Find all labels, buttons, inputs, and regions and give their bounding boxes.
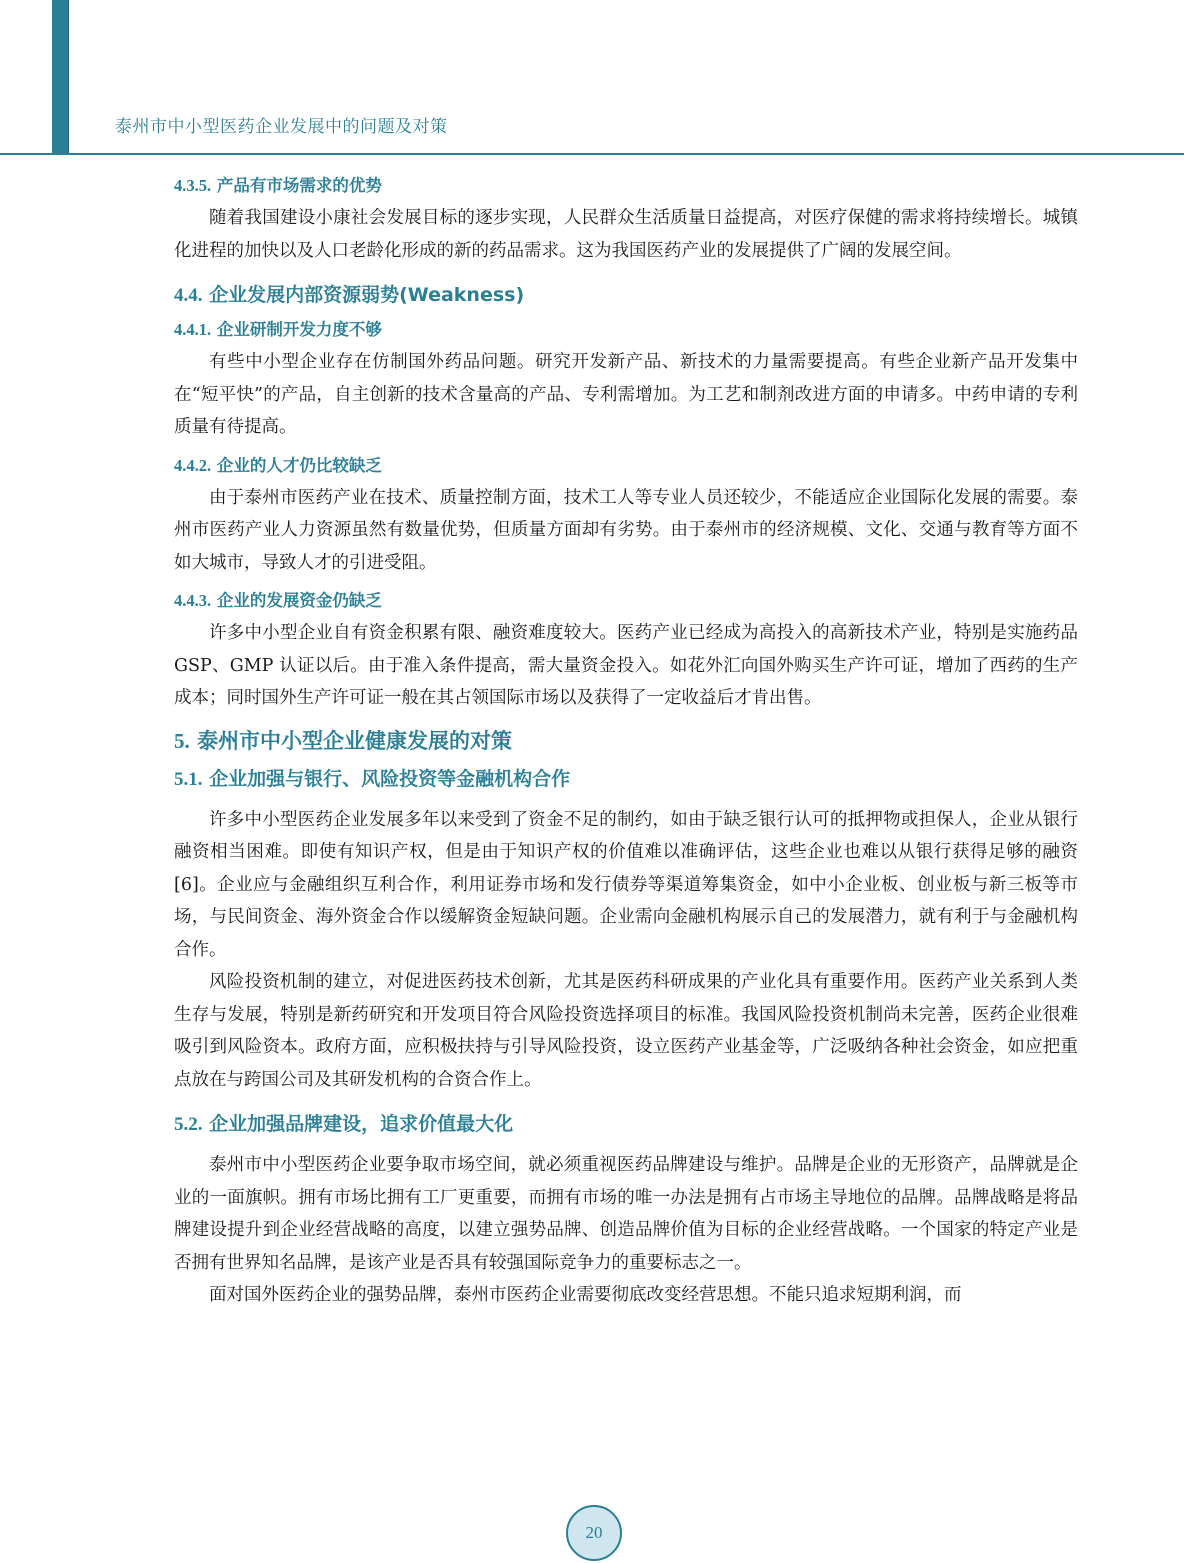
- section-heading-4-4-2: [174, 450, 1078, 482]
- page-number-badge: 20: [566, 1505, 622, 1561]
- section-number: 5.2.: [174, 1114, 203, 1135]
- paragraph: 泰州市中小型医药企业要争取市场空间，就必须重视医药品牌建设与维护。品牌是企业的无形资产，品牌就是企业的一面旗帜。拥有市场比拥有工厂更重要，而拥有市场的唯一办法是拥有占市场主导地位的品牌。品牌战略是将品牌建设提升到企业经营战略的高度，以建立强势品牌、创造品牌价值为目标的企业经营战略。一个国家的特定产业是否拥有世界知名品牌，是该产业是否具有较强国际竞争力的重要标志之一。: [174, 1155, 1078, 1273]
- section-title: 企业的人才仍比较缺乏: [216, 455, 382, 475]
- paragraph: 许多中小型医药企业发展多年以来受到了资金不足的制约，如由于缺乏银行认可的抵押物或担保人，企业从银行融资相当困难。即使有知识产权，但是由于知识产权的价值难以准确评估，这些企业也难以从银行获得足够的融资[6]。企业应与金融组织互利合作，利用证券市场和发行债券等渠道筹集资金，如中小企业板、创业板与新三板等市场，与民间资金、海外资金合作以缓解资金短缺问题。企业需向金融机构展示自己的发展潜力，就有利于与金融机构合作。: [174, 809, 1078, 960]
- section-title: 产品有市场需求的优势: [216, 176, 382, 195]
- section-number: 4.4.: [174, 285, 203, 306]
- section-number: 4.3.5.: [174, 176, 212, 195]
- section-heading-4-4-1: [174, 314, 1078, 346]
- section-heading-4-3-5: [174, 170, 1078, 202]
- page-body: [174, 170, 1078, 1312]
- section-heading-5-2: [174, 1106, 1078, 1143]
- section-title: 企业发展内部资源弱势(Weakness): [209, 284, 525, 306]
- section-number: 5.: [174, 728, 190, 753]
- paragraph: 由于泰州市医药产业在技术、质量控制方面，技术工人等专业人员还较少，不能适应企业国际化发展的需要。泰州市医药产业人力资源虽然有数量优势，但质量方面却有劣势。由于泰州市的经济规模、文化、交通与教育等方面不如大城市，导致人才的引进受阻。: [174, 487, 1078, 573]
- section-title: 企业研制开发力度不够: [216, 320, 382, 339]
- paragraph: 面对国外医药企业的强势品牌，泰州市医药企业需要彻底改变经营思想。不能只追求短期利润，而: [209, 1285, 962, 1305]
- section-title: 企业加强品牌建设，追求价值最大化: [209, 1113, 514, 1135]
- paragraph: 风险投资机制的建立，对促进医药技术创新，尤其是医药科研成果的产业化具有重要作用。医药产业关系到人类生存与发展，特别是新药研究和开发项目符合风险投资选择项目的标准。我国风险投资机制尚未完善，医药企业很难吸引到风险资本。政府方面，应积极扶持与引导风险投资，设立医药产业基金等，广泛吸纳各种社会资金，如应把重点放在与跨国公司及其研发机构的合资合作上。: [174, 972, 1078, 1090]
- section-number: 4.4.2.: [174, 455, 212, 475]
- section-title: 企业加强与银行、风险投资等金融机构合作: [209, 767, 571, 790]
- section-heading-5: [174, 721, 1078, 761]
- section-number: 5.1.: [174, 768, 203, 790]
- section-number: 4.4.1.: [174, 320, 212, 339]
- paragraph: 随着我国建设小康社会发展目标的逐步实现，人民群众生活质量日益提高，对医疗保健的需求将持续增长。城镇化进程的加快以及人口老龄化形成的新的药品需求。这为我国医药产业的发展提供了广阔的发展空间。: [174, 208, 1078, 261]
- running-header-title: 泰州市中小型医药企业发展中的问题及对策: [115, 117, 448, 137]
- section-number: 4.4.3.: [174, 591, 212, 610]
- section-title: 泰州市中小型企业健康发展的对策: [197, 728, 513, 753]
- section-heading-4-4: [174, 277, 1078, 314]
- section-heading-4-4-3: [174, 585, 1078, 617]
- section-heading-5-1: [174, 761, 1078, 798]
- paragraph: 有些中小型企业存在仿制国外药品问题。研究开发新产品、新技术的力量需要提高。有些企业新产品开发集中在“短平快”的产品，自主创新的技术含量高的产品、专利需增加。为工艺和制剂改进方面的申请多。中药申请的专利质量有待提高。: [174, 352, 1078, 437]
- header-accent-bar: [52, 0, 69, 153]
- section-title: 企业的发展资金仍缺乏: [216, 591, 382, 610]
- paragraph: 许多中小型企业自有资金积累有限、融资难度较大。医药产业已经成为高投入的高新技术产业，特别是实施药品 GSP、GMP 认证以后。由于准入条件提高，需大量资金投入。如花外汇向国外购买生产许可证，增加了西药的生产成本；同时国外生产许可证一般在其占领国际市场以及获得了一定收益后才肯出售。: [174, 623, 1078, 708]
- header-divider: [0, 153, 1184, 155]
